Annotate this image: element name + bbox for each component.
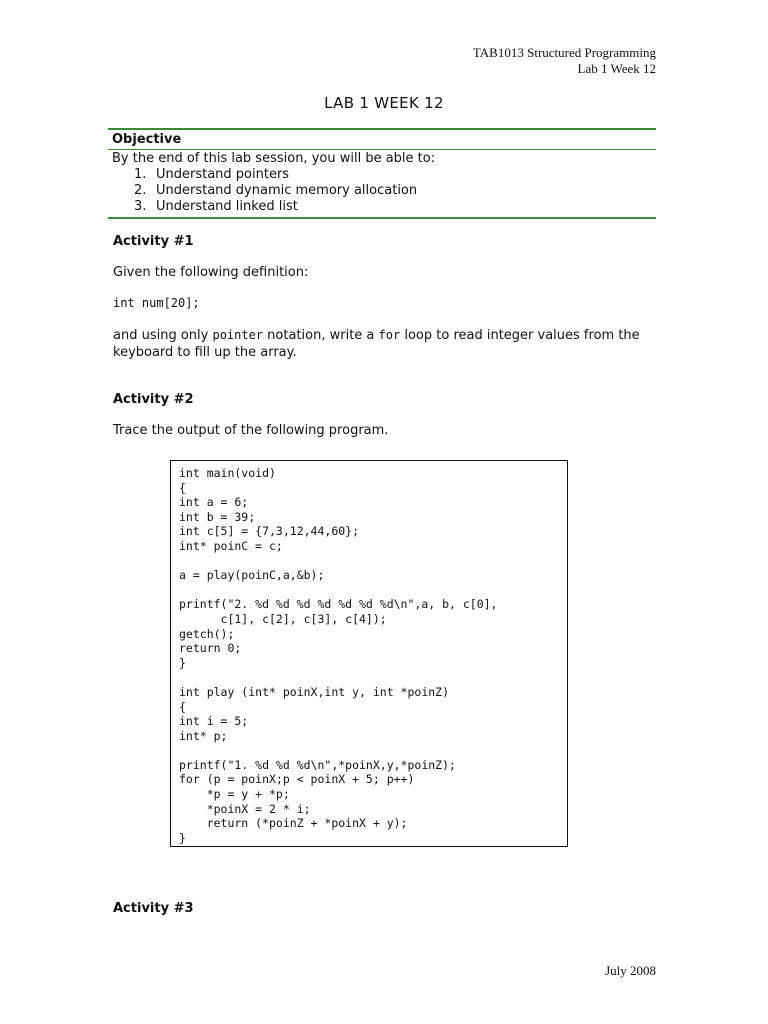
activity-3-heading: Activity #3 — [113, 901, 194, 916]
activity-1-heading: Activity #1 — [113, 234, 194, 249]
page-title: LAB 1 WEEK 12 — [324, 94, 444, 112]
header-lab: Lab 1 Week 12 — [577, 61, 656, 76]
list-item: 1. Understand pointers — [134, 167, 290, 182]
page-footer-date: July 2008 — [605, 963, 656, 978]
activity-2-heading: Activity #2 — [113, 392, 194, 407]
list-item: 3. Understand linked list — [134, 199, 298, 214]
code-listing: int main(void) { int a = 6; int b = 39; int c[5] = {7,3,12,44,60}; int* poinC = c; a = play(poinC,a,&b); printf("2. %d %d %d %d %d %d %d\n",a, b, c[0], c[1], c[2], c[3], c[4]); getch(); return 0; } int play (int* poinX,int y, int *poinZ) { int i = 5; int* p; printf("1. %d %d %d\n",*poinX,y,*poinZ); for (p = poinX;p < poinX + 5; p++) *p = y + *p; *poinX = 2 * i; return (*poinZ + *poinX + y); } — [179, 466, 498, 845]
activity-2-intro: Trace the output of the following program. — [113, 423, 389, 438]
objective-heading: Objective — [108, 130, 656, 150]
page-header — [473, 45, 656, 77]
activity-1-intro: Given the following definition: — [113, 265, 309, 280]
activity-1-code: int num[20]; — [113, 296, 200, 310]
inline-code-pointer: pointer — [212, 328, 264, 342]
objective-box — [108, 128, 656, 219]
objective-intro: By the end of this lab session, you will be able to: — [112, 151, 436, 166]
objective-list — [108, 167, 656, 217]
activity-1-paragraph: and using only pointer notation, write a for loop to read integer values from the keyboard to fill up the array. — [113, 328, 640, 360]
code-listing-box — [170, 460, 568, 847]
header-course: TAB1013 Structured Programming — [472, 45, 656, 60]
list-item: 2. Understand dynamic memory allocation — [134, 183, 418, 198]
inline-code-for: for — [378, 328, 401, 342]
